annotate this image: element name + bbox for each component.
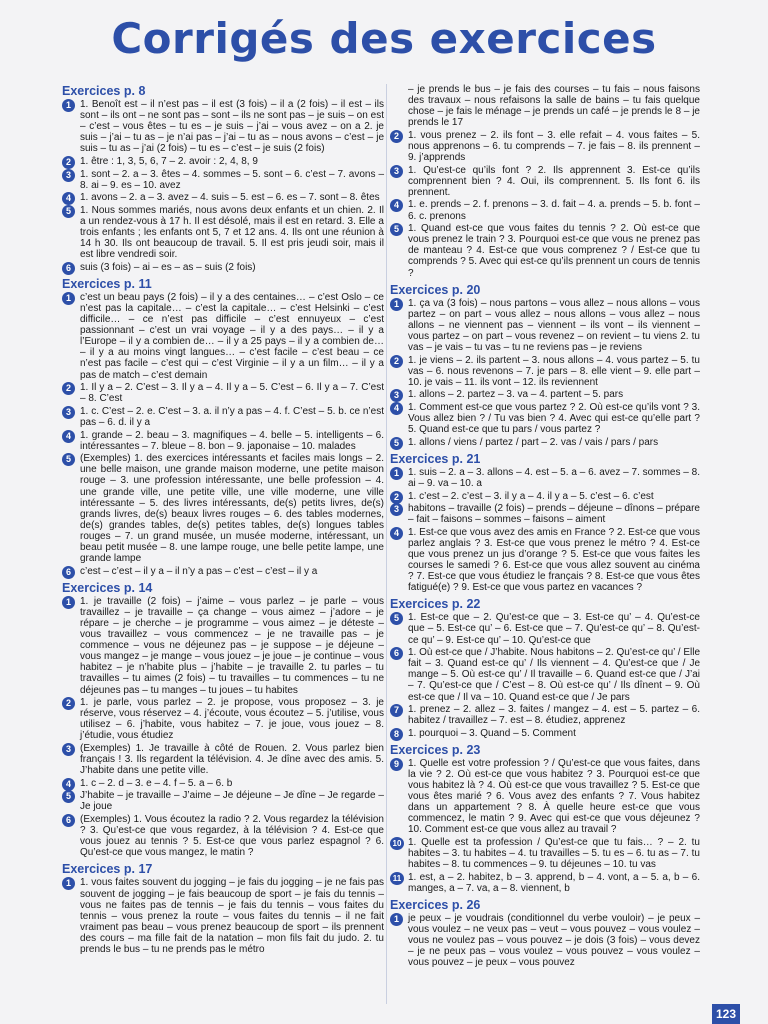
left-column bbox=[62, 84, 384, 957]
exercise-number-badge: 4 bbox=[390, 527, 403, 540]
answer-text: c’est – c’est – il y a – il n’y a pas – c’est – c’est – il y a bbox=[80, 565, 318, 577]
exercise-number-badge: 2 bbox=[390, 491, 403, 504]
answer-text: 1. c’est – 2. c’est – 3. il y a – 4. il y a – 5. c’est – 6. c’est bbox=[408, 490, 654, 502]
exercise-number-badge: 3 bbox=[390, 389, 403, 402]
exercise-number-badge: 5 bbox=[62, 790, 75, 803]
exercise-number-badge: 6 bbox=[62, 814, 75, 827]
exercise-answer bbox=[390, 491, 700, 502]
exercise-number-badge: 5 bbox=[62, 453, 75, 466]
exercise-answer bbox=[390, 728, 700, 739]
answer-text: 1. allons – 2. partez – 3. va – 4. partent – 5. pars bbox=[408, 389, 624, 401]
answer-text: 1. vous prenez – 2. ils font – 3. elle refait – 4. vous faites – 5. nous apprenons – 6. tu comprends – 7. je fais – 8. ils prennent – 9. j’apprends bbox=[408, 129, 700, 164]
exercise-number-badge: 4 bbox=[62, 778, 75, 791]
exercise-answer bbox=[390, 527, 700, 594]
exercise-number-badge: 4 bbox=[390, 199, 403, 212]
exercise-answer bbox=[62, 205, 384, 260]
exercise-answer bbox=[62, 156, 384, 167]
exercise-number-badge: 5 bbox=[390, 612, 403, 625]
exercise-answer bbox=[62, 596, 384, 696]
exercise-answer bbox=[62, 778, 384, 789]
exercise-answer bbox=[62, 430, 384, 452]
exercise-number-badge: 2 bbox=[62, 156, 75, 169]
exercise-number-badge: 9 bbox=[390, 758, 403, 771]
answer-text: 1. avons – 2. a – 3. avez – 4. suis – 5. est – 6. es – 7. sont – 8. êtes bbox=[80, 192, 380, 204]
exercise-number-badge: 4 bbox=[62, 192, 75, 205]
exercise-section bbox=[390, 283, 700, 448]
section-heading: Exercices p. 8 bbox=[62, 84, 146, 98]
exercise-number-badge: 3 bbox=[390, 503, 403, 516]
exercise-section bbox=[62, 84, 384, 273]
exercise-answer bbox=[390, 223, 700, 278]
exercise-section bbox=[390, 743, 700, 894]
exercise-answer bbox=[62, 743, 384, 776]
exercise-number-badge: 2 bbox=[62, 382, 75, 395]
answer-text: 1. suis – 2. a – 3. allons – 4. est – 5. a – 6. avez – 7. sommes – 8. ai – 9. va – 10. a bbox=[408, 466, 700, 489]
answer-text: 1. grande – 2. beau – 3. magnifiques – 4. belle – 5. intelligents – 6. intéressantes – 7. bleue – 8. bon – 9. japonaise – 10. malades bbox=[80, 429, 384, 452]
exercise-answer bbox=[390, 165, 700, 198]
page-number: 123 bbox=[712, 1004, 740, 1024]
exercise-answer bbox=[390, 647, 700, 702]
right-column bbox=[390, 84, 700, 970]
exercise-answer bbox=[390, 837, 700, 870]
answer-text: 1. Quelle est votre profession ? / Qu’est-ce que vous faites, dans la vie ? 2. Où est-ce que vous habitez ? 3. Pourquoi est-ce que vous habitez là ? 4. Où est-ce que vous travaillez ? 5. Est-ce que vous êtes marié ? 6. Vous avez des enfants ? 7. Vous habitez dans un appartement ? 8. À quelle heure est-ce que vous commencez, le matin ? 9. Avec qui est-ce que vous déjeunez ? 10. Comment est-ce que vous allez au travail ? bbox=[408, 757, 700, 836]
answer-text: 1. je parle, vous parlez – 2. je propose, vous proposez – 3. je réserve, vous réservez – 4. j’écoute, vous écoutez – 5. j’utilise, vous utilisez – 6. j’habite, vous habitez – 7. je joue, vous jouez – 8. j’étudie, vous étudiez bbox=[80, 697, 384, 742]
exercise-number-badge: 7 bbox=[390, 704, 403, 717]
answer-text: 1. e. prends – 2. f. prenons – 3. d. fait – 4. a. prends – 5. b. font – 6. c. prenons bbox=[408, 199, 700, 222]
answer-text: 1. allons / viens / partez / part – 2. vas / vais / pars / pars bbox=[408, 436, 659, 448]
exercise-number-badge: 2 bbox=[390, 130, 403, 143]
exercise-number-badge: 3 bbox=[390, 165, 403, 178]
section-heading: Exercices p. 14 bbox=[62, 580, 153, 595]
exercise-answer bbox=[390, 758, 700, 836]
exercise-answer bbox=[62, 99, 384, 154]
section-heading: Exercices p. 20 bbox=[390, 282, 481, 297]
exercise-number-badge: 1 bbox=[62, 99, 75, 112]
section-heading: Exercices p. 26 bbox=[390, 898, 481, 912]
exercise-number-badge: 5 bbox=[62, 205, 75, 218]
exercise-section bbox=[62, 277, 384, 577]
exercise-answer bbox=[62, 292, 384, 381]
exercise-answer bbox=[62, 566, 384, 577]
exercise-answer bbox=[62, 169, 384, 191]
exercise-number-badge: 3 bbox=[62, 743, 75, 756]
exercise-number-badge: 5 bbox=[390, 437, 403, 450]
exercise-number-badge: 2 bbox=[62, 697, 75, 710]
exercise-number-badge: 1 bbox=[62, 292, 75, 305]
exercise-number-badge: 4 bbox=[62, 430, 75, 443]
answer-text: 1. ça va (3 fois) – nous partons – vous allez – nous allons – vous partez – on part – vous allez – nous allons – vous allez – nous allons – ne viennent pas – viennent – ils vont – ils viennent – vous partez – on part – vous revenez – on revient – tu viens 2. tu vas – je vais – tu vas – tu ne reviens pas – je reviens bbox=[408, 297, 700, 353]
exercise-number-badge: 6 bbox=[62, 566, 75, 579]
answer-text: suis (3 fois) – ai – es – as – suis (2 fois) bbox=[80, 261, 256, 273]
answer-text: je peux – je voudrais (conditionnel du verbe vouloir) – je peux – vous voulez – ne veux pas – veut – vous pouvez – vous voulez – vous ne voulez pas – vous pouvez – je dois (3 fois) – vous devez – je ne peux pas – vous voulez – vous pouvez – vous voulez – vous pouvez – je peux – vous pouvez bbox=[408, 913, 700, 969]
answer-text: 1. Quand est-ce que vous faites du tennis ? 2. Où est-ce que vous prenez le train ? 3. Pourquoi est-ce que vous ne prenez pas de manteau ? 4. Est-ce que vous comprenez ? / Est-ce que tu comprends ? 5. Avec qui est-ce qu’ils prennent un cours de tennis ? bbox=[408, 223, 700, 279]
exercise-answer bbox=[62, 453, 384, 564]
exercise-answer bbox=[62, 790, 384, 812]
exercise-answer bbox=[62, 877, 384, 955]
answer-text: 1. être : 1, 3, 5, 6, 7 – 2. avoir : 2, 4, 8, 9 bbox=[80, 155, 258, 167]
answer-text: 1. vous faites souvent du jogging – je fais du jogging – je ne fais pas souvent de jogging – je fais beaucoup de sport – je fais du tennis – vous ne faites pas de tennis – je fais du tennis – vous faites du tennis – vous prenez la route – vous faites du tennis – il ne fait vraiment pas beau – vous prenez beaucoup de sport – ils prennent des cours – ma fille fait de la natation – mon fils fait du judo. 2. tu prends le bus – tu ne prends pas le métro bbox=[80, 877, 384, 955]
answer-text: 1. Où est-ce que / J’habite. Nous habitons – 2. Qu’est-ce qu’ / Elle fait – 3. Quand est-ce qu’ / Ils viennent – 4. Qu’est-ce que / Je mange – 5. Où est-ce qu’ / Il travaille – 6. Quand est-ce que / J’ai – 7. Qu’est-ce que / C’est – 8. Où est-ce qu’ / Ils dînent – 9. Où est-ce que / Il va – 10. Quand est-ce que / Je pars bbox=[408, 647, 701, 703]
exercise-number-badge: 6 bbox=[62, 262, 75, 275]
page-title: Corrigés des exercices bbox=[111, 14, 657, 63]
exercise-answer bbox=[390, 913, 700, 968]
exercise-number-badge: 11 bbox=[390, 872, 404, 885]
section-heading: Exercices p. 17 bbox=[62, 862, 153, 877]
exercise-section bbox=[390, 84, 700, 279]
answer-text: 1. Est-ce que – 2. Qu’est-ce que – 3. Est-ce qu’ – 4. Qu’est-ce que – 5. Est-ce qu’ – 6. Est-ce que – 7. Qu’est-ce qu’ – 8. Qu’est-ce qu’ – 9. Est-ce qu’ – 10. Qu’est-ce que bbox=[408, 612, 700, 646]
answer-text: (Exemples) 1. des exercices intéressants et faciles mais longs – 2. une belle maison, une grande maison moderne, une petite maison rouge – 3. une profession intéressante, une belle profession – 4. une grande ville, une petite ville, une ville moderne, une ville intéressante – 5. des livres intéressants, de(s) petits livres, de(s) grands livres, de(s) beaux livres rouges – 6. des tables modernes, de(s) grandes tables, de(s) petites tables, de(s) longues tables rouges – 7. un grand musée, un musée moderne, intéressant, un beau petit musée – 8. une lampe rouge, une belle petite lampe, une grande lampe bbox=[80, 453, 384, 565]
exercise-answer bbox=[62, 262, 384, 273]
answer-text: 1. prenez – 2. allez – 3. faites / mangez – 4. est – 5. partez – 6. habitez / travaillez – 7. est – 8. étudiez, apprenez bbox=[408, 704, 700, 727]
exercise-number-badge: 1 bbox=[390, 467, 403, 480]
exercise-number-badge: 10 bbox=[390, 837, 404, 850]
exercise-number-badge: 2 bbox=[390, 355, 403, 368]
exercise-section bbox=[390, 898, 700, 968]
answer-text: c’est un beau pays (2 fois) – il y a des centaines… – c’est Oslo – ce n’est pas la capitale… – c’est la capitale… – c’est Helsinki – c’est difficile… – ce n’est pas difficile – c’est ennuyeux – c’est passionnant – c’est un vrai voyage – il y a des pays… – il y a l’Europe – il y a combien de… – il y a 25 pays – il y a combien de… – il y a au moins vingt langues… – c’est facile – c’est beau – ce n’est pas facile – c’est qui – c’est Virginie – il y a un film… – il y a pas de match – c’est demain bbox=[80, 291, 384, 381]
exercise-section bbox=[390, 452, 700, 594]
answer-text: 1. Il y a – 2. C’est – 3. Il y a – 4. Il y a – 5. C’est – 6. Il y a – 7. C’est – 8. C’est bbox=[80, 382, 384, 405]
answer-text: 1. c. C’est – 2. e. C’est – 3. a. il n’y a pas – 4. f. C’est – 5. b. ce n’est pas – 6. d. il y a bbox=[80, 405, 384, 428]
section-heading: Exercices p. 22 bbox=[390, 597, 481, 612]
answer-text: – je prends le bus – je fais des courses – tu fais – nous faisons des travaux – nous refaisons la salle de bains – tu fais quelque chose – je fais le ménage – je prends un café – je prends le 8 – je prends le 17 bbox=[408, 84, 700, 129]
exercise-answer bbox=[62, 382, 384, 404]
answer-text: 1. est, a – 2. habitez, b – 3. apprend, b – 4. vont, a – 5. a, b – 6. manges, a – 7. va, a – 8. viennent, b bbox=[408, 871, 700, 894]
section-heading: Exercices p. 23 bbox=[390, 742, 481, 757]
exercise-number-badge: 3 bbox=[62, 169, 75, 182]
exercise-answer bbox=[390, 389, 700, 400]
answer-text: 1. Qu’est-ce qu’ils font ? 2. Ils apprennent 3. Est-ce qu’ils comprennent bien ? 4. Oui, ils comprennent. 5. Ils font 6. ils prennent. bbox=[408, 164, 700, 198]
exercise-answer bbox=[390, 503, 700, 525]
exercise-number-badge: 1 bbox=[390, 913, 403, 926]
exercise-number-badge: 5 bbox=[390, 223, 403, 236]
answer-text: J’habite – je travaille – J’aime – Je déjeune – Je dîne – Je regarde – Je joue bbox=[80, 790, 384, 813]
exercise-answer bbox=[390, 298, 700, 353]
answer-text: 1. je travaille (2 fois) – j’aime – vous parlez – je parle – vous travaillez – je travaille – ça change – vous aimez – j’adore – je répare – je cherche – je programme – vous aimez – je déteste – vous travaillez – vous commencez – je ne travaille pas – je commence – vous ne déjeunez pas – je suppose – je déjeune – vous mangez – je mange – vous jouez – je joue – je continue – vous habitez – je n’habite plus – j’habite – je travaille 2. tu parles – tu travailles – tu aimes (2 fois) – tu travailles – tu commences – tu ne déjeunes pas – tu manges – tu joues – tu habites bbox=[80, 595, 384, 696]
exercise-answer bbox=[390, 355, 700, 388]
answer-text: 1. sont – 2. a – 3. êtes – 4. sommes – 5. sont – 6. c’est – 7. avons – 8. ai – 9. es – 10. avez bbox=[80, 168, 384, 191]
answer-text: 1. c – 2. d – 3. e – 4. f – 5. a – 6. b bbox=[80, 777, 233, 789]
exercise-number-badge: 4 bbox=[390, 402, 403, 415]
exercise-answer bbox=[390, 872, 700, 894]
exercise-answer bbox=[390, 130, 700, 163]
exercise-number-badge: 3 bbox=[62, 406, 75, 419]
exercise-answer bbox=[62, 697, 384, 741]
answer-text: 1. pourquoi – 3. Quand – 5. Comment bbox=[408, 727, 576, 739]
exercise-answer bbox=[390, 437, 700, 448]
column-divider bbox=[386, 84, 387, 1004]
exercise-section bbox=[62, 862, 384, 955]
exercise-number-badge: 8 bbox=[390, 728, 403, 741]
exercise-number-badge: 1 bbox=[62, 596, 75, 609]
answer-text: 1. Comment est-ce que vous partez ? 2. Où est-ce qu’ils vont ? 3. Vous allez bien ? / Tu vas bien ? 4. Avec qui est-ce qu’elle part ? 5. Quand est-ce que tu pars / vous partez ? bbox=[408, 401, 700, 436]
exercise-number-badge: 6 bbox=[390, 647, 403, 660]
answer-text: 1. je viens – 2. ils partent – 3. nous allons – 4. vous partez – 5. tu vas – 6. nous revenons – 7. je pars – 8. elle vient – 9. elle part – 10. je vais – 11. ils vont – 12. ils reviennent bbox=[408, 354, 700, 388]
exercise-answer bbox=[390, 704, 700, 726]
answer-text: 1. Nous sommes mariés, nous avons deux enfants et un chien. 2. Il a un rendez-vous à 17 h. Il est désolé, mais il est en retard. 3. Elle a trois enfants ; les enfants ont 5, 7 et 12 ans. 4. Ils ont une réunion à 14 h 30. Ils ont beaucoup de travail. 5. Il est pris jeudi soir, mais il est libre vendredi soir. bbox=[80, 204, 384, 261]
answer-text: 1. Benoît est – il n’est pas – il est (3 fois) – il a (2 fois) – il est – ils sont – ils ont – ne sont pas – sont – ils ne sont pas – je suis – on est – c’est – vous êtes – tu es – je suis – j’ai – vous avez – on a 2. je suis – j’ai – tu as – je n’ai pas – j’ai – tu as – nous avons – c’est – je suis – tu as – j’ai (2 fois) – tu es – c’est – je suis (2 fois) bbox=[80, 99, 384, 155]
exercise-answer bbox=[390, 467, 700, 489]
answer-text: 1. Quelle est ta profession / Qu’est-ce que tu fais… ? – 2. tu habites – 3. tu habites – 4. tu travailles – 5. tu es – 6. tu as – 7. tu habites – 8. tu commences – 9. tu déjeunes – 10. tu vas bbox=[408, 837, 700, 871]
exercise-answer bbox=[62, 192, 384, 203]
exercise-number-badge: 1 bbox=[62, 877, 75, 890]
exercise-section bbox=[62, 581, 384, 859]
exercise-answer bbox=[390, 199, 700, 221]
answer-text: habitons – travaille (2 fois) – prends – déjeune – dînons – prépare – fait – faisons – sommes – faisons – aiment bbox=[408, 503, 700, 526]
exercise-answer bbox=[62, 406, 384, 428]
exercise-answer bbox=[390, 402, 700, 435]
answer-text: 1. Est-ce que vous avez des amis en France ? 2. Est-ce que vous parlez anglais ? 3. Est-ce que vous prenez le métro ? 4. Est-ce que vous prenez un jus d’orange ? 5. Est-ce que vous faites les courses le samedi ? 6. Est-ce que vous allez souvent au cinéma ? 7. Est-ce que vous étudiez le français ? 8. Est-ce que vous êtes fatigué(e) ? 9. Est-ce que vous partez en vacances ? bbox=[408, 526, 700, 594]
answer-text: (Exemples) 1. Je travaille à côté de Rouen. 2. Vous parlez bien français ! 3. Ils regardent la télévision. 4. Je dîne avec des amis. 5. J’habite dans une petite ville. bbox=[80, 742, 384, 777]
section-heading: Exercices p. 11 bbox=[62, 276, 152, 291]
section-heading: Exercices p. 21 bbox=[390, 451, 481, 466]
answer-text: (Exemples) 1. Vous écoutez la radio ? 2. Vous regardez la télévision ? 3. Qu’est-ce que vous regardez, à la télévision ? 4. Est-ce que vous jouez au tennis ? 5. Est-ce que vous parlez espagnol ? 6. Qu’est-ce que vous mangez, le matin ? bbox=[80, 814, 384, 859]
exercise-answer bbox=[390, 84, 700, 128]
exercise-number-badge: 1 bbox=[390, 298, 403, 311]
exercise-answer bbox=[62, 814, 384, 858]
exercise-section bbox=[390, 597, 700, 739]
exercise-answer bbox=[390, 612, 700, 645]
